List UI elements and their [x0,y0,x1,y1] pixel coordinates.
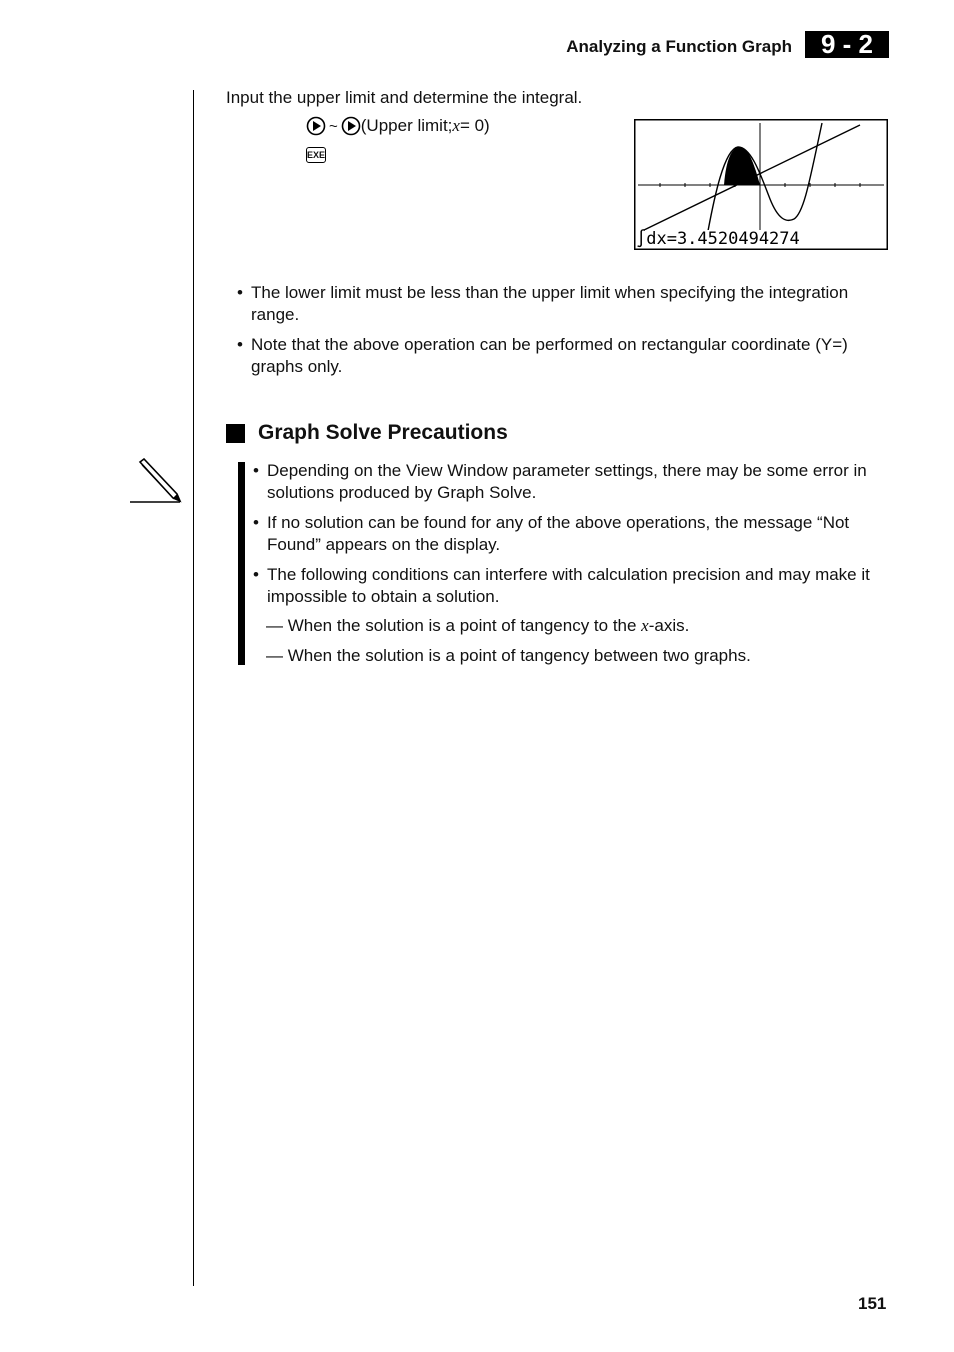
integration-notes [237,282,897,386]
precautions-list [253,460,898,616]
condition-item: — When the solution is a point of tangency between two graphs. [266,646,751,665]
section-number-badge: 9 - 2 [805,31,889,58]
square-bullet-icon [226,424,245,443]
margin-rule [193,90,194,1286]
pencil-icon [128,458,182,504]
list-item: • Depending on the View Window parameter settings, there may be some error in solutions produced by Graph Solve. [253,461,867,502]
list-item: • The following conditions can interfere with calculation precision and may make it impossible to obtain a solution. [253,565,870,606]
list-item: • The lower limit must be less than the upper limit when specifying the integration range. [237,283,849,324]
intro-text: Input the upper limit and determine the integral. [226,88,583,107]
right-arrow-key-icon [306,116,326,136]
right-arrow-key-icon [341,116,361,136]
calculator-screen [634,119,888,250]
page-header-title: Analyzing a Function Graph [566,37,792,56]
upper-limit-prefix: (Upper limit; [360,116,453,135]
integral-result: ∫dx=3.4520494274 [636,229,800,249]
exe-key-icon: EXE [306,147,326,163]
exe-key-line [306,147,326,163]
list-item: • If no solution can be found for any of the above operations, the message “Not Found” appears on the display. [253,513,850,554]
page-number: 151 [858,1294,887,1313]
key-sequence-line [306,116,490,136]
note-sidebar-bar [238,462,245,665]
upper-limit-variable: x [452,116,460,135]
list-item: • Note that the above operation can be performed on rectangular coordinate (Y=) graphs only. [237,335,848,376]
range-tilde: ~ [329,117,338,135]
upper-limit-suffix: = 0) [459,116,490,135]
condition-item: — When the solution is a point of tangency to the x-axis. [266,616,690,635]
section-heading-text: Graph Solve Precautions [258,421,508,444]
section-heading [226,421,508,445]
